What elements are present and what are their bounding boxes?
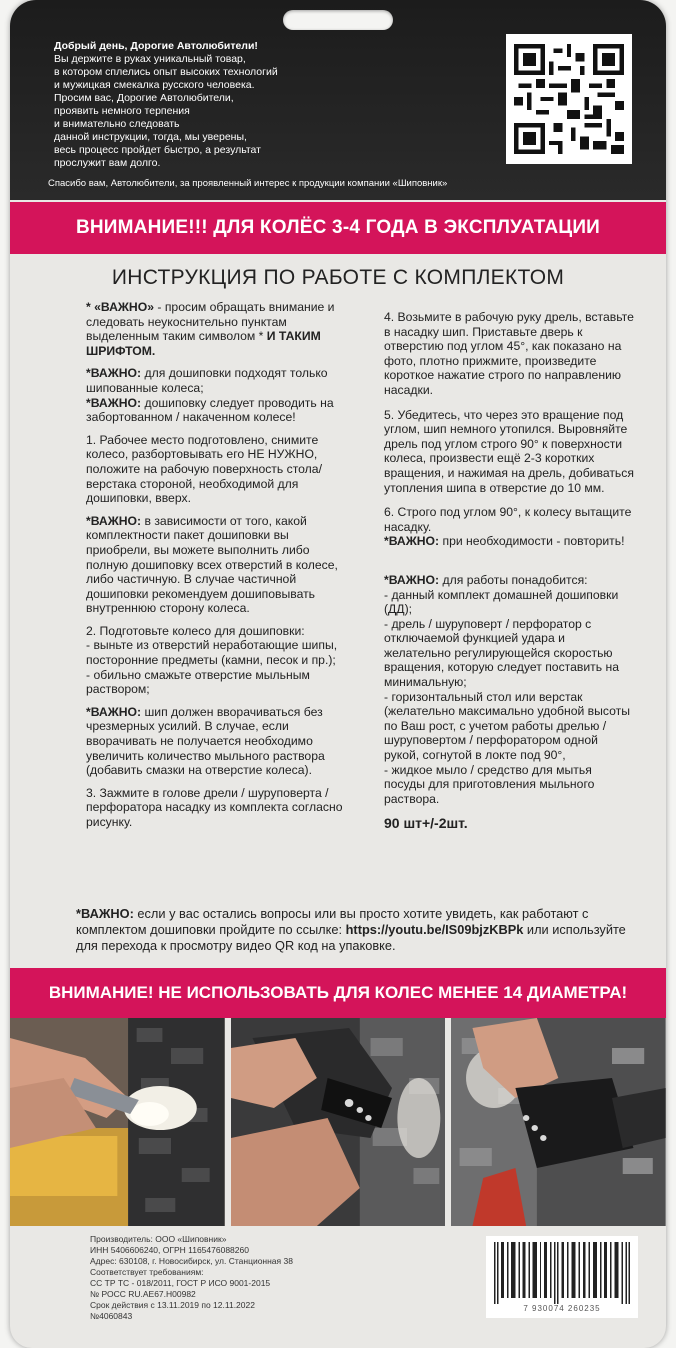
photo-drill-straight [451, 1018, 666, 1226]
instructions-right-column [384, 310, 634, 831]
note-text: шип должен вворачиваться без чрезмерных усилий. В случае, если вворачивать не получается необходимо увеличить количество мыльного раствора (добавить смазки на отверстие колеса). [86, 704, 325, 778]
note-completeness [86, 514, 348, 616]
important-label: *ВАЖНО: [384, 572, 440, 587]
photo-brush-image [10, 1018, 225, 1226]
photo-lubricate-hole [10, 1018, 225, 1226]
note-studded-only [86, 366, 348, 424]
note-text: дошиповку следует проводить на забортованном / накаченном колесе! [86, 395, 334, 425]
important-label: *ВАЖНО: [384, 534, 440, 549]
instruction-title: ИНСТРУКЦИЯ ПО РАБОТЕ С КОМПЛЕКТОМ [111, 266, 565, 289]
instructions-left-column [86, 300, 348, 838]
note-text: для дошиповки подходят только шипованные колеса; [86, 366, 328, 395]
package-card [10, 0, 666, 1348]
important-label: *ВАЖНО: [86, 395, 142, 410]
thanks-text: Спасибо вам, Автолюбители, за проявленный интерес к продукции компании «Шиповник» [48, 178, 448, 189]
barcode-digits: 7 930074 260235 [523, 1304, 601, 1313]
manufacturer-info: Производитель: ООО «Шиповник» ИНН 5406606240, ОГРН 1165476088260 Адрес: 630108, г. Новосибирск, ул. Станционная 38 Соответствует требованиям: СС ТР ТС - 018/2011, ГОСТ Р ИСО 9001-2015 № РОСС RU.АЕ67.Н00982 Срок действия с 13.11.2019 по 12.11.2022 №4060843 [90, 1234, 293, 1321]
note-stud-force [86, 705, 348, 778]
step-4: 4. Возьмите в рабочую руку дрель, вставьте в насадку шип. Приставьте дверь к отверстию под углом 45°, как показано на фото, плотно прижмите, произведите короткое нажатие строго по направлению насадки. [384, 310, 634, 397]
note-important [86, 300, 348, 358]
note-text: если у вас остались вопросы или вы просто хотите увидеть, как работают с комплектом дошиповки пройдите по ссылке: [76, 906, 589, 937]
note-repeat [384, 534, 634, 549]
qr-code-icon [514, 42, 624, 156]
qr-code[interactable] [506, 34, 632, 164]
greeting-body: Вы держите в руках уникальный товар, в котором сплелись опыт высоких технологий и мужицкая смекалка русского человека. Просим вас, Дорогие Автолюбители, проявить немного терпения и внимательно следовать данной инструкции, тогда, мы уверены, весь процесс пройдет быстро, а результат прослужит вам долго. [54, 53, 278, 169]
photo-drill-angle [231, 1018, 446, 1226]
barcode [486, 1236, 638, 1318]
note-text: при необходимости - повторить! [439, 534, 625, 549]
instruction-photos [10, 1018, 666, 1226]
barcode-icon [494, 1242, 630, 1304]
important-label: * «ВАЖНО» [86, 300, 154, 314]
photo-drill-image [231, 1018, 446, 1226]
video-link[interactable]: https://youtu.be/IS09bjzKBPk [345, 922, 524, 937]
note-text: для работы понадобится: - данный комплект домашней дошиповки (ДД); - дрель / шуруповерт / перфоратор с отключаемой функцией удара и желательно регулирующейся скоростью вращения, которую следует поставить на минимальную; - горизонтальный стол или верстак (желательно максимально удобной высоты по Ваш рост, с учетом работы дрелью / шуруповертом / перфоратором одной рукой, согнутой в локте под 90°, - жидкое мыло / средство для мытья посуды для приготовления мыльного раствора. [384, 572, 630, 806]
stud-count: 90 шт+/-2шт. [384, 815, 468, 832]
important-label: *ВАЖНО: [86, 704, 142, 719]
video-note [76, 906, 636, 954]
important-label: *ВАЖНО: [86, 366, 142, 381]
photo-drill-straight-image [451, 1018, 666, 1226]
greeting-title: Добрый день, Дорогие Автолюбители! [54, 40, 258, 52]
header-panel [10, 0, 666, 200]
step-3: 3. Зажмите в голове дрели / шуруповерта / перфоратора насадку из комплекта согласно рисунку. [86, 785, 343, 829]
note-requirements [384, 573, 634, 807]
step-5: 5. Убедитесь, что через это вращение под углом, шип немного утопился. Выровняйте дрель под углом строго 90° к поверхности колеса, произвести ещё 2-3 коротких вращения, и нажимая на дрель, добиваться утопления шипа в отверстие до 10 мм. [384, 407, 634, 495]
step-6: 6. Строго под углом 90°, к колесу вытащите насадку. [384, 505, 632, 534]
important-label: *ВАЖНО: [76, 906, 134, 921]
warning-banner-top: ВНИМАНИЕ!!! ДЛЯ КОЛЁС 3-4 ГОДА В ЭКСПЛУАТАЦИИ [10, 202, 666, 254]
step-1: 1. Рабочее место подготовлено, снимите колесо, разбортовывать его НЕ НУЖНО, положите на рабочую поверхность стола/верстака стороной, необходимой для дошиповки, вверх. [86, 432, 322, 506]
step-2: 2. Подготовьте колесо для дошиповки: - выньте из отверстий неработающие шипы, посторонние предметы (камни, песок и пр.); - обильно смажьте отверстие мыльным раствором; [86, 623, 338, 697]
greeting-text [54, 40, 344, 170]
warning-banner-diameter: ВНИМАНИЕ! НЕ ИСПОЛЬЗОВАТЬ ДЛЯ КОЛЕС МЕНЕЕ 14 ДИАМЕТРА! [10, 968, 666, 1018]
hang-hole [283, 10, 393, 30]
important-font-sample: И ТАКИМ ШРИФТОМ. [86, 329, 321, 358]
note-text: или используйте для перехода к просмотру видео QR код на упаковке. [76, 922, 626, 953]
note-text: в зависимости от того, какой комплектности пакет дошиповки вы приобрели, вы можете выполнить либо полную дошиповку всех отверстий в колесе, либо частичную. В случае частичной дошиповки рекомендуем дошиповывать внутреннюю сторону колеса. [86, 513, 338, 616]
important-text: - просим обращать внимание и следовать неукоснительно пунктам выделенным таким символом * [86, 300, 335, 344]
important-label: *ВАЖНО: [86, 513, 142, 528]
